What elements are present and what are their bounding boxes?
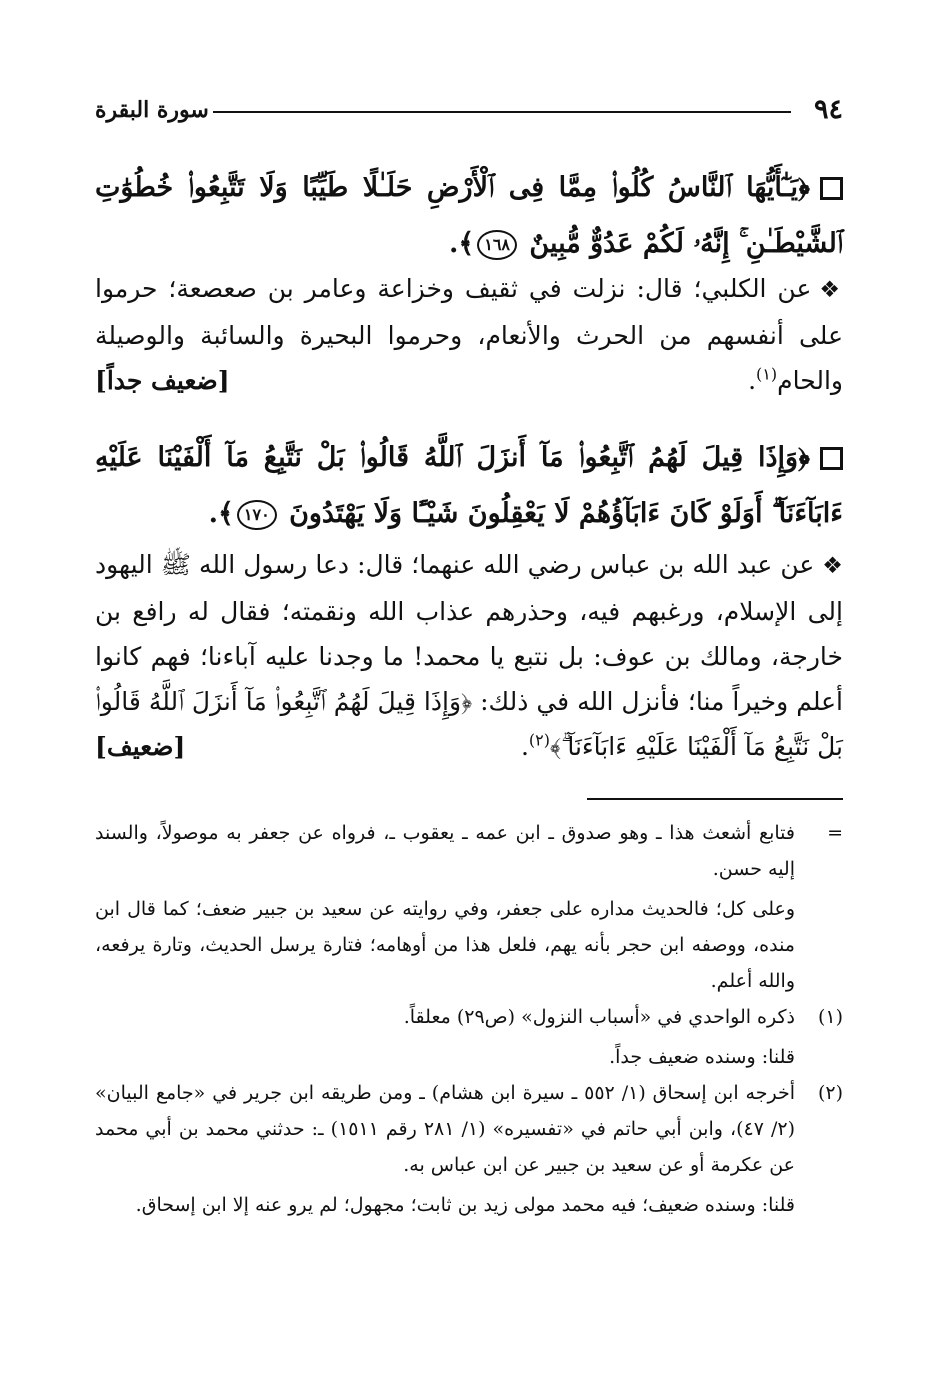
verse-block-2 (95, 430, 843, 542)
surah-title: سورة البقرة (95, 97, 209, 123)
narration-block-1 (95, 266, 843, 403)
header-rule (213, 111, 791, 113)
footnote-1 (95, 999, 843, 1075)
verse-number-badge: ١٦٨ (477, 230, 517, 260)
footnote-paragraph: قلنا: وسنده ضعيف؛ فيه محمد مولى زيد بن ثابت؛ مجهول؛ لم يرو عنه إلا ابن إسحاق. (135, 1194, 795, 1216)
hadith-grade: [ضعيف] (95, 732, 186, 761)
narration-block-2 (95, 542, 843, 769)
narration-tail: . (520, 732, 529, 761)
footnotes (95, 815, 843, 1223)
diamond-bullet-icon: ❖ (819, 277, 843, 303)
footnote-separator (587, 798, 843, 800)
square-bullet-icon (820, 447, 843, 470)
verse-closing: ﴾. (208, 498, 234, 529)
footnote-2 (95, 1075, 843, 1223)
narration-tail: . (748, 366, 757, 395)
footnote-paragraph: قلنا: وسنده ضعيف جداً. (609, 1046, 795, 1068)
narration-text: عن الكلبي؛ قال: نزلت في ثقيف وخزاعة وعامر بن صعصعة؛ حرموا على أنفسهم من الحرث والأنعام، وحرموا البحيرة والسائبة والوصيلة والحام (95, 274, 843, 395)
verse-block-1 (95, 160, 843, 272)
footnote-ref: (١) (756, 364, 778, 384)
verse-number-badge: ١٧٠ (237, 500, 277, 530)
verse-text: ﴿وَإِذَا قِيلَ لَهُمُ ٱتَّبِعُوا۟ مَآ أَنزَلَ ٱللَّهُ قَالُوا۟ بَلْ نَتَّبِعُ مَآ أَلْفَيْنَا عَلَيْهِ ءَابَآءَنَآ ۗ أَوَلَوْ كَانَ ءَابَآؤُهُمْ لَا يَعْقِلُونَ شَيْـًٔا وَلَا يَهْتَدُونَ (95, 442, 843, 529)
diamond-bullet-icon: ❖ (822, 553, 843, 579)
page-number: ٩٤ (813, 94, 843, 125)
footnote-paragraph: أخرجه ابن إسحاق (١/ ٥٥٢ ـ سيرة ابن هشام) ـ ومن طريقه ابن جرير في «جامع البيان» (٢/ ٤٧)، وابن أبي حاتم في «تفسيره» (١/ ٢٨١ رقم ١٥١١) ـ: حدثني محمد بن أبي محمد عن عكرمة أو عن سعيد بن جبير عن ابن عباس به. (95, 1082, 795, 1176)
hadith-grade: [ضعيف جداً] (95, 366, 230, 395)
footnote-paragraph: ذكره الواحدي في «أسباب النزول» (ص٢٩) معلقاً. (403, 1006, 795, 1028)
footnote-paragraph: وعلى كل؛ فالحديث مداره على جعفر، وفي روايته عن سعيد بن جبير ضعف؛ كما قال ابن منده، ووصفه ابن حجر بأنه يهم، فلعل هذا من أوهامه؛ فتارة يرسل الحديث، وتارة يرفعه، والله أعلم. (95, 898, 795, 992)
narration-text: عن عبد الله بن عباس رضي الله عنهما؛ قال: دعا رسول الله ﷺ اليهود إلى الإسلام، ورغبهم فيه، وحذرهم عذاب الله ونقمته؛ فقال له رافع بن خارجة، ومالك بن عوف: بل نتبع يا محمد! ما وجدنا عليه آباءنا؛ فهم كانوا أعلم وخيراً منا؛ فأنزل الله في ذلك: ﴿وَإِذَا قِيلَ لَهُمُ ٱتَّبِعُوا۟ مَآ أَنزَلَ ٱللَّهُ قَالُوا۟ بَلْ نَتَّبِعُ مَآ أَلْفَيْنَا عَلَيْهِ ءَابَآءَنَآ ۗ﴾ (95, 550, 843, 761)
footnote-marker: = (827, 822, 843, 844)
footnote-marker: (١) (817, 1006, 843, 1028)
footnote-continuation (95, 815, 843, 999)
footnote-ref: (٢) (528, 730, 551, 750)
verse-text: ﴿يَـٰٓأَيُّهَا ٱلنَّاسُ كُلُوا۟ مِمَّا فِى ٱلْأَرْضِ حَلَـٰلًا طَيِّبًا وَلَا تَتَّبِعُوا۟ خُطُوَٰتِ ٱلشَّيْطَـٰنِ ۚ إِنَّهُۥ لَكُمْ عَدُوٌّ مُّبِينٌ (95, 172, 843, 259)
square-bullet-icon (820, 177, 843, 200)
verse-closing: ﴾. (448, 228, 475, 259)
footnote-marker: (٢) (817, 1082, 843, 1104)
page-header (95, 92, 843, 128)
footnote-paragraph: فتابع أشعث هذا ـ وهو صدوق ـ ابن عمه ـ يعقوب ـ، فرواه عن جعفر به موصولاً، والسند إليه حسن. (95, 822, 795, 880)
